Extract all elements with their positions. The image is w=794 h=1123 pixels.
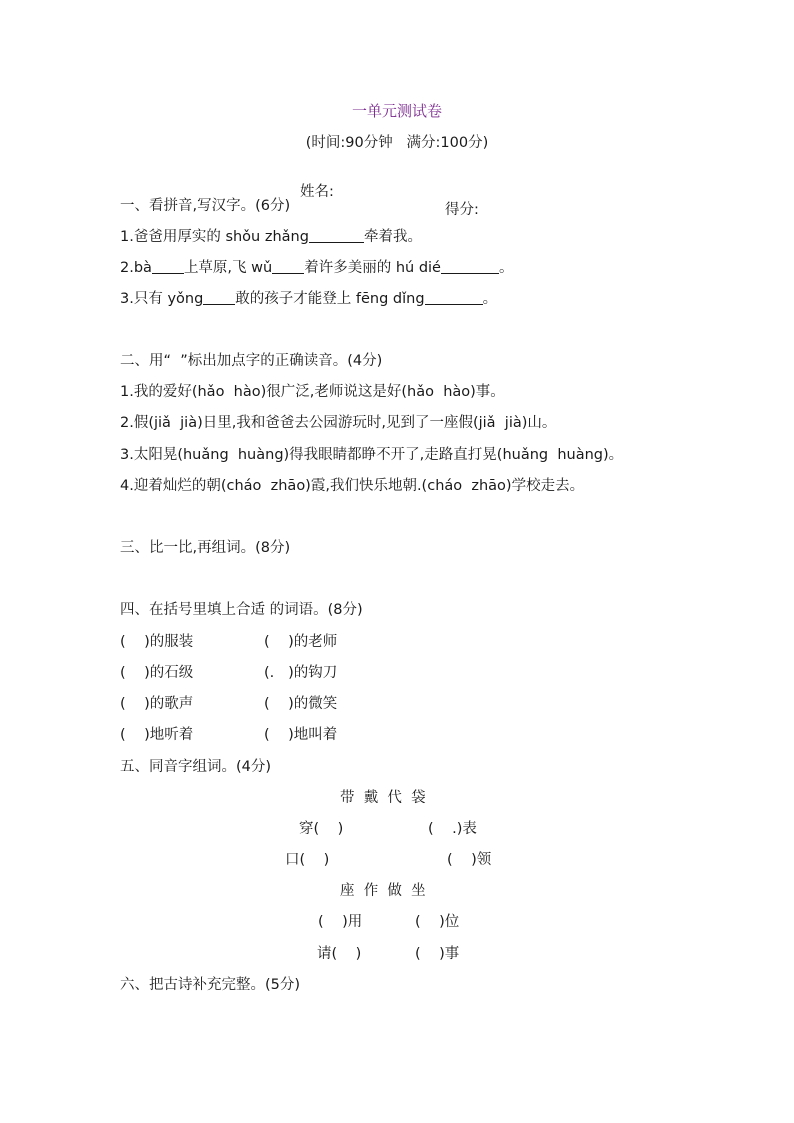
- homophone-chars-1: 带 戴 代 袋: [340, 790, 426, 806]
- answer-blank[interactable]: [309, 228, 364, 243]
- section4-heading: 四、在括号里填上合适 的词语。(8分): [120, 602, 363, 618]
- name-label: 姓名:: [300, 184, 334, 200]
- fill-item[interactable]: ( )的微笑: [264, 696, 338, 712]
- section2-line: 1.我的爱好(hǎo hào)很广泛,老师说这是好(hǎo hào)事。: [120, 384, 505, 400]
- fill-item[interactable]: ( )的石级: [120, 665, 194, 681]
- fill-item[interactable]: ( )地听着: [120, 727, 194, 743]
- answer-blank[interactable]: [152, 259, 184, 274]
- score-label: 得分:: [445, 202, 479, 218]
- fill-item[interactable]: ( )位: [415, 914, 460, 930]
- fill-item[interactable]: ( )的老师: [264, 634, 338, 650]
- fill-item[interactable]: ( )领: [447, 852, 492, 868]
- answer-blank[interactable]: [441, 259, 499, 274]
- section1-q2: 2.bà 上草原,飞 wǔ 着许多美丽的 hú dié 。: [120, 260, 514, 276]
- fill-item[interactable]: 请( ): [317, 946, 362, 962]
- section1-heading: 一、看拼音,写汉字。(6分): [120, 198, 291, 214]
- fill-item[interactable]: ( )地叫着: [264, 727, 338, 743]
- fill-item[interactable]: 口( ): [285, 852, 330, 868]
- fill-item[interactable]: ( .)表: [428, 821, 477, 837]
- answer-blank[interactable]: [425, 290, 483, 305]
- fill-item[interactable]: 穿( ): [299, 821, 344, 837]
- answer-blank[interactable]: [272, 259, 304, 274]
- section5-heading: 五、同音字组词。(4分): [120, 759, 272, 775]
- answer-blank[interactable]: [203, 290, 235, 305]
- section1-q3: 3.只有 yǒng 敢的孩子才能登上 fēng dǐng 。: [120, 291, 498, 307]
- section3-heading: 三、比一比,再组词。(8分): [120, 540, 291, 556]
- section2-line: 4.迎着灿烂的朝(cháo zhāo)霞,我们快乐地朝.(cháo zhāo)学校走去。: [120, 478, 585, 494]
- section6-heading: 六、把古诗补充完整。(5分): [120, 977, 301, 993]
- section2-line: 2.假(jiǎ jià)日里,我和爸爸去公园游玩时,见到了一座假(jiǎ jià)山。: [120, 415, 557, 431]
- section1-q1: 1.爸爸用厚实的 shǒu zhǎng 牵着我。: [120, 229, 422, 245]
- fill-item[interactable]: ( )用: [318, 914, 363, 930]
- fill-item[interactable]: (. )的钩刀: [264, 665, 338, 681]
- page-title: 一单元测试卷: [351, 102, 442, 120]
- exam-subtitle: (时间:90分钟 满分:100分): [305, 135, 489, 151]
- fill-item[interactable]: ( )的歌声: [120, 696, 194, 712]
- fill-item[interactable]: ( )的服装: [120, 634, 194, 650]
- section2-line: 3.太阳晃(huǎng huàng)得我眼睛都睁不开了,走路直打晃(huǎng huàng)。: [120, 447, 624, 463]
- fill-item[interactable]: ( )事: [415, 946, 460, 962]
- section2-heading: 二、用“ ”标出加点字的正确读音。(4分): [120, 353, 383, 369]
- homophone-chars-2: 座 作 做 坐: [340, 883, 426, 899]
